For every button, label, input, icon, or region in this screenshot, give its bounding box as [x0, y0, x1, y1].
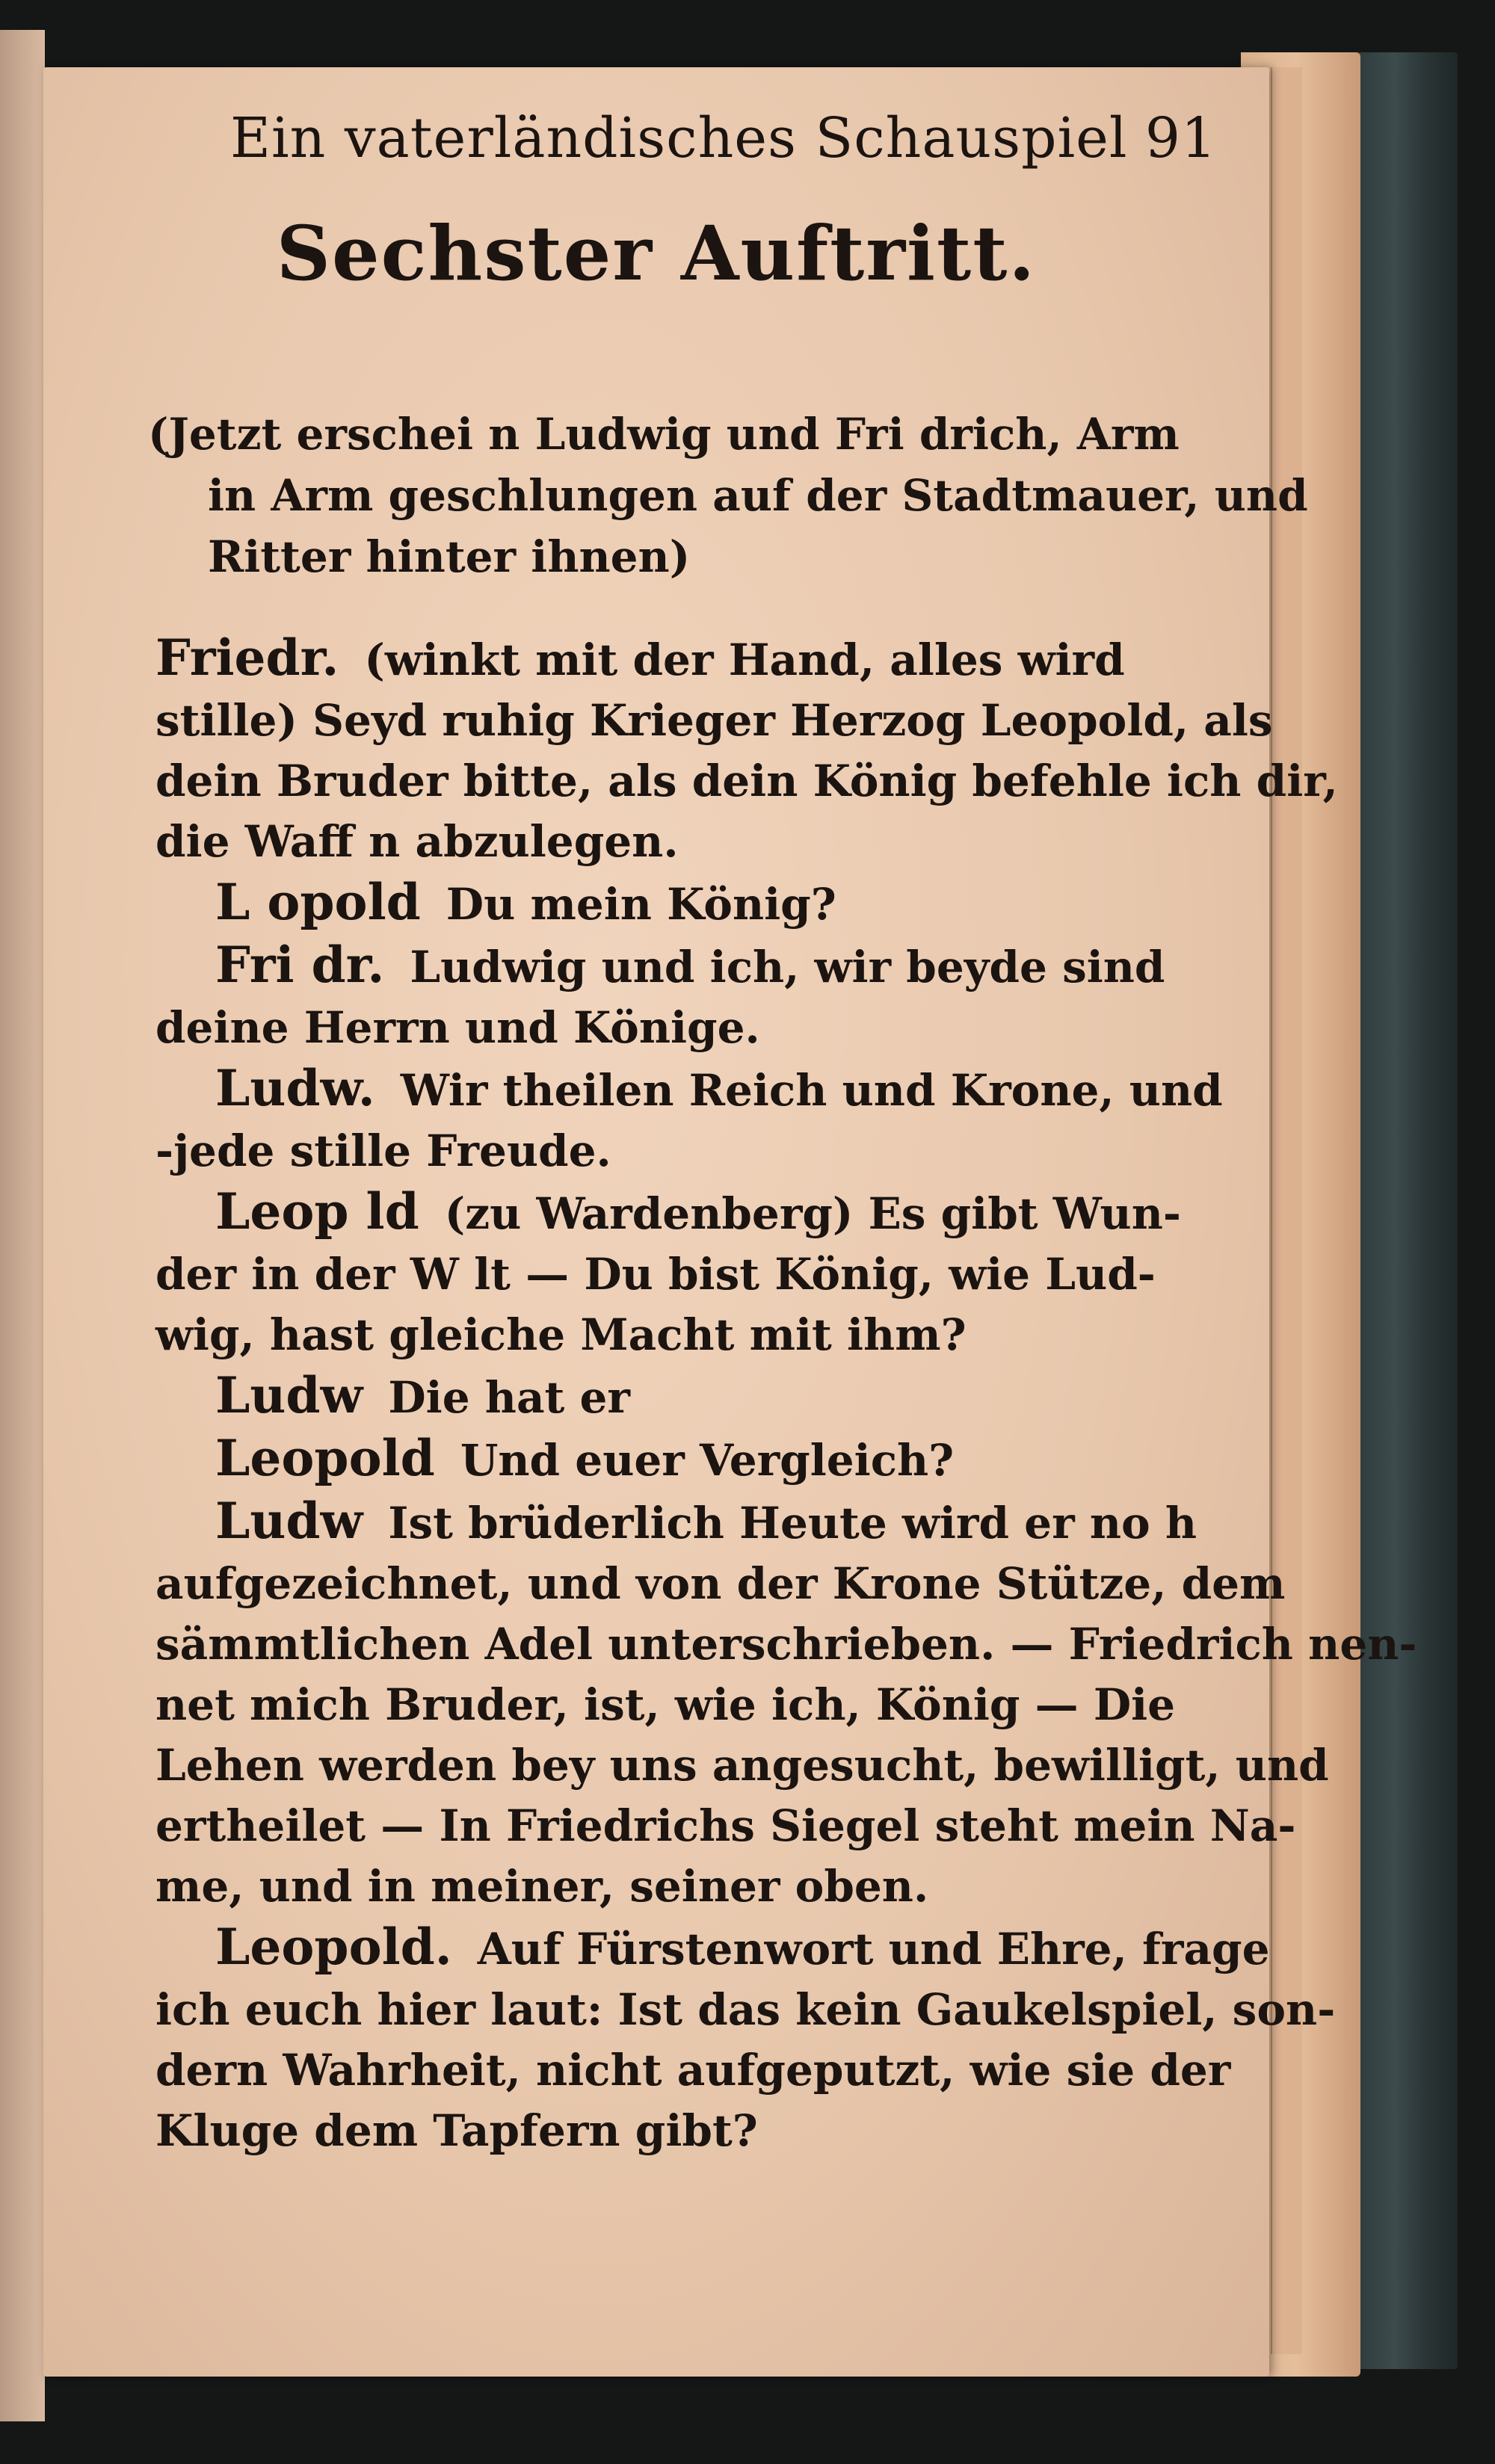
- dialogue-line: [155, 2040, 1232, 2101]
- dialogue-line: [155, 1365, 1232, 1428]
- dialogue-line: [155, 1614, 1417, 1675]
- dialogue-line: [155, 1675, 1232, 1735]
- line-text: ich euch hier laut: Ist das kein Gaukelspiel, son-: [155, 1984, 1336, 2035]
- book-binding: [1353, 52, 1458, 2369]
- dialogue-line: [155, 1796, 1296, 1856]
- line-text: Und euer Vergleich?: [460, 1435, 955, 1486]
- line-text: Du mein König?: [446, 879, 836, 930]
- dialogue-line: [155, 1491, 1232, 1554]
- dialogue-line: [155, 998, 1232, 1058]
- line-text: wig, hast gleiche Macht mit ihm?: [155, 1309, 967, 1360]
- line-text: dein Bruder bitte, als dein König befehle ich dir,: [155, 756, 1338, 806]
- line-text: (winkt mit der Hand, alles wird: [364, 634, 1125, 685]
- line-text: Auf Fürstenwort und Ehre, frage: [477, 1924, 1270, 1974]
- speaker-name: Leop ld: [215, 1182, 419, 1241]
- dialogue-line: [155, 1428, 1232, 1491]
- dialogue-line: [155, 1554, 1286, 1614]
- line-text: aufgezeichnet, und von der Krone Stütze, dem: [155, 1558, 1286, 1609]
- dialogue-line: [155, 1244, 1232, 1305]
- dialogue-line: [155, 1305, 1232, 1365]
- line-text: net mich Bruder, ist, wie ich, König — Die: [155, 1679, 1176, 1730]
- line-text: Lehen werden bey uns angesucht, bewilligt, und: [155, 1740, 1329, 1791]
- line-text: -jede stille Freude.: [155, 1126, 611, 1176]
- running-head-title: Ein vaterländisches Schauspiel: [230, 106, 1128, 170]
- dialogue-line: [155, 1980, 1336, 2040]
- dialogue-line: [155, 1856, 1232, 1917]
- dialogue-line: [155, 628, 1232, 691]
- speaker-name: Friedr.: [155, 629, 339, 687]
- line-text: dern Wahrheit, nicht aufgeputzt, wie sie der: [155, 2045, 1231, 2096]
- dialogue-line: [155, 1735, 1329, 1796]
- line-text: me, und in meiner, seiner oben.: [155, 1861, 929, 1912]
- speaker-name: Leopold: [215, 1429, 435, 1487]
- line-text: Die hat er: [388, 1372, 630, 1423]
- line-text: ertheilet — In Friedrichs Siegel steht mein Na-: [155, 1800, 1296, 1851]
- dialogue-line: [155, 691, 1273, 751]
- speaker-name: Leopold.: [215, 1918, 452, 1976]
- dialogue-line: [155, 812, 1232, 872]
- left-page-edge: [0, 30, 45, 2421]
- stage-direction-line: Ritter hinter ihnen): [208, 531, 691, 582]
- line-text: Kluge dem Tapfern gibt?: [155, 2105, 758, 2156]
- dialogue-line: [155, 1121, 1232, 1182]
- speaker-name: Ludw: [215, 1366, 363, 1424]
- speaker-name: L opold: [215, 873, 421, 931]
- dialogue-line: [155, 1917, 1270, 1980]
- book-page: [43, 67, 1417, 2377]
- line-text: Ist brüderlich Heute wird er no h: [388, 1498, 1197, 1549]
- dialogue-line: [155, 935, 1232, 998]
- stage-direction-line: in Arm geschlungen auf der Stadtmauer, und: [208, 470, 1308, 521]
- line-text: der in der W lt — Du bist König, wie Lud-: [155, 1249, 1156, 1300]
- line-text: Wir theilen Reich und Krone, und: [400, 1065, 1223, 1116]
- speaker-name: Fri dr.: [215, 936, 385, 994]
- line-text: sämmtlichen Adel unterschrieben. — Friedrich nen-: [155, 1619, 1417, 1670]
- dialogue-line: [155, 1182, 1232, 1244]
- line-text: stille) Seyd ruhig Krieger Herzog Leopold, als: [155, 695, 1273, 746]
- dialogue-line: [155, 751, 1338, 812]
- dialogue-line: [155, 1058, 1232, 1121]
- line-text: (zu Wardenberg) Es gibt Wun-: [444, 1188, 1181, 1239]
- dialogue-line: [155, 872, 1232, 935]
- speaker-name: Ludw: [215, 1492, 363, 1550]
- running-head: [230, 93, 1217, 183]
- line-text: deine Herrn und Könige.: [155, 1002, 760, 1053]
- speaker-name: Ludw.: [215, 1059, 375, 1117]
- stage-direction-line: (Jetzt erschei n Ludwig und Fri drich, Arm: [148, 409, 1180, 460]
- line-text: Ludwig und ich, wir beyde sind: [410, 942, 1165, 992]
- line-text: die Waff n abzulegen.: [155, 816, 679, 867]
- page-number: 91: [1144, 106, 1217, 170]
- dialogue-line: [155, 2101, 1232, 2161]
- dialogue: [155, 628, 1417, 2161]
- stage-direction: [148, 404, 1308, 587]
- scene-heading: Sechster Auftritt.: [276, 209, 1037, 297]
